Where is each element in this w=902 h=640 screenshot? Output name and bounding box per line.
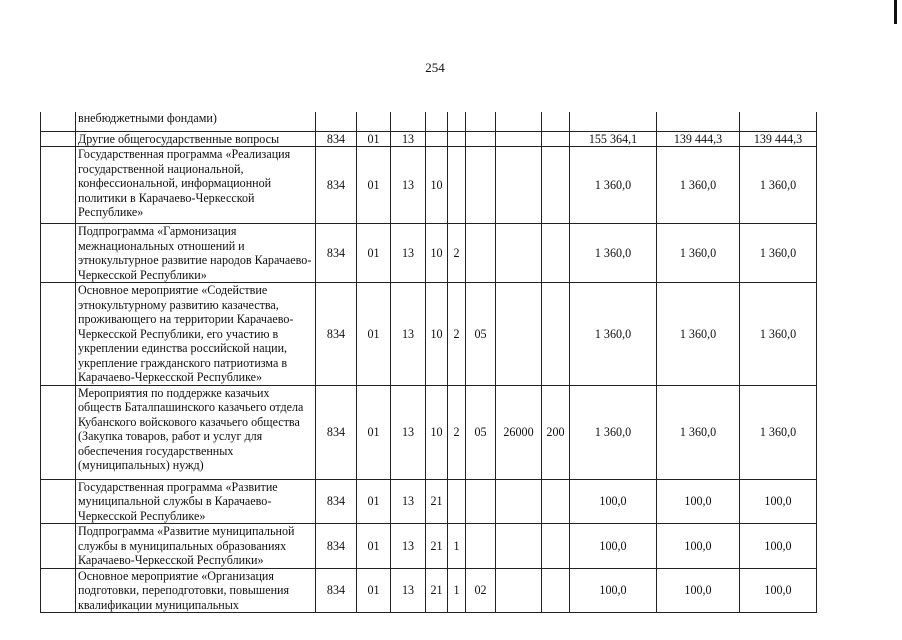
event-code-cell: 05 [466,385,496,479]
subprogram-code-cell [448,131,466,147]
ved-code-cell: 834 [316,524,357,569]
amount-year3-cell: 1 360,0 [740,385,817,479]
row-name-cell: Основное мероприятие «Содействие этнокультурному развитию казачества, проживающего на территории Карачаево-Черкесской Республики, его участию в укреплении единства российской нации, укрепление гражданского патриотизма в Карачаево-Черкесской Республике» [76,283,316,386]
ved-code-cell: 834 [316,283,357,386]
subprogram-code-cell: 2 [448,283,466,386]
table-row [41,568,817,613]
program-code-cell: 21 [426,568,448,613]
section-code-cell: 01 [357,283,391,386]
direction-code-cell [496,112,542,131]
row-index-cell [41,131,76,147]
ved-code-cell: 834 [316,224,357,283]
row-index-cell [41,112,76,131]
program-code-cell: 10 [426,385,448,479]
expense-type-code-cell [542,147,570,224]
table-row [41,479,817,524]
amount-year2-cell: 1 360,0 [657,283,740,386]
amount-year1-cell: 100,0 [570,524,657,569]
row-name-cell: Основное мероприятие «Организация подготовки, переподготовки, повышения квалификации муниципальных [76,568,316,613]
expense-type-code-cell [542,283,570,386]
row-name-cell: Подпрограмма «Развитие муниципальной службы в муниципальных образованиях Карачаево-Черкесской Республики» [76,524,316,569]
amount-year1-cell: 1 360,0 [570,385,657,479]
ved-code-cell: 834 [316,479,357,524]
subsection-code-cell: 13 [391,224,426,283]
ved-code-cell [316,112,357,131]
row-index-cell [41,479,76,524]
row-index-cell [41,568,76,613]
direction-code-cell [496,283,542,386]
expense-type-code-cell [542,112,570,131]
table-body [41,112,817,613]
row-name-cell: Государственная программа «Развитие муниципальной службы в Карачаево-Черкесской Республике» [76,479,316,524]
subsection-code-cell: 13 [391,568,426,613]
subprogram-code-cell [448,112,466,131]
direction-code-cell: 26000 [496,385,542,479]
expense-type-code-cell [542,568,570,613]
expense-type-code-cell: 200 [542,385,570,479]
amount-year2-cell: 100,0 [657,479,740,524]
program-code-cell [426,112,448,131]
amount-year1-cell [570,112,657,131]
row-name-cell: Государственная программа «Реализация государственной национальной, конфессиональной, информационной политики в Карачаево-Черкесской Республике» [76,147,316,224]
subsection-code-cell [391,112,426,131]
event-code-cell: 05 [466,283,496,386]
section-code-cell: 01 [357,479,391,524]
subsection-code-cell: 13 [391,283,426,386]
section-code-cell: 01 [357,568,391,613]
row-index-cell [41,385,76,479]
table-row [41,112,817,131]
ved-code-cell: 834 [316,385,357,479]
expense-type-code-cell [542,131,570,147]
table-row [41,524,817,569]
amount-year1-cell: 1 360,0 [570,147,657,224]
amount-year2-cell: 1 360,0 [657,224,740,283]
section-code-cell: 01 [357,147,391,224]
amount-year2-cell: 100,0 [657,568,740,613]
subsection-code-cell: 13 [391,524,426,569]
amount-year3-cell: 100,0 [740,568,817,613]
program-code-cell: 10 [426,147,448,224]
budget-table [40,112,817,613]
event-code-cell [466,524,496,569]
amount-year1-cell: 155 364,1 [570,131,657,147]
row-name-cell: Мероприятия по поддержке казачьих обществ Баталпашинского казачьего отдела Кубанского войскового казачьего общества (Закупка товаров, работ и услуг для обеспечения государственных (муниципальных) нужд) [76,385,316,479]
subprogram-code-cell [448,147,466,224]
direction-code-cell [496,479,542,524]
direction-code-cell [496,568,542,613]
amount-year3-cell: 139 444,3 [740,131,817,147]
direction-code-cell [496,524,542,569]
ved-code-cell: 834 [316,147,357,224]
table-row [41,283,817,386]
table-row [41,385,817,479]
amount-year2-cell: 1 360,0 [657,385,740,479]
row-name-cell: внебюджетными фондами) [76,112,316,131]
expense-type-code-cell [542,224,570,283]
page-number: 254 [425,60,445,75]
event-code-cell: 02 [466,568,496,613]
subsection-code-cell: 13 [391,147,426,224]
section-code-cell: 01 [357,131,391,147]
section-code-cell [357,112,391,131]
event-code-cell [466,131,496,147]
amount-year2-cell: 1 360,0 [657,147,740,224]
table-row [41,131,817,147]
row-index-cell [41,147,76,224]
subsection-code-cell: 13 [391,131,426,147]
program-code-cell: 21 [426,479,448,524]
amount-year3-cell: 100,0 [740,479,817,524]
amount-year3-cell: 100,0 [740,524,817,569]
ved-code-cell: 834 [316,131,357,147]
section-code-cell: 01 [357,524,391,569]
table-row [41,224,817,283]
amount-year2-cell: 100,0 [657,524,740,569]
row-name-cell: Подпрограмма «Гармонизация межнациональных отношений и этнокультурное развитие народов Карачаево-Черкесской Республики» [76,224,316,283]
table-row [41,147,817,224]
event-code-cell [466,147,496,224]
amount-year3-cell [740,112,817,131]
event-code-cell [466,224,496,283]
row-name-cell: Другие общегосударственные вопросы [76,131,316,147]
section-code-cell: 01 [357,385,391,479]
program-code-cell: 21 [426,524,448,569]
page-edge-mark [894,0,897,24]
subprogram-code-cell: 1 [448,524,466,569]
subprogram-code-cell: 2 [448,385,466,479]
section-code-cell: 01 [357,224,391,283]
amount-year1-cell: 100,0 [570,568,657,613]
amount-year3-cell: 1 360,0 [740,147,817,224]
program-code-cell [426,131,448,147]
direction-code-cell [496,224,542,283]
amount-year2-cell [657,112,740,131]
subsection-code-cell: 13 [391,385,426,479]
direction-code-cell [496,147,542,224]
amount-year3-cell: 1 360,0 [740,224,817,283]
ved-code-cell: 834 [316,568,357,613]
row-index-cell [41,524,76,569]
expense-type-code-cell [542,524,570,569]
row-index-cell [41,224,76,283]
program-code-cell: 10 [426,283,448,386]
subsection-code-cell: 13 [391,479,426,524]
amount-year3-cell: 1 360,0 [740,283,817,386]
direction-code-cell [496,131,542,147]
amount-year1-cell: 100,0 [570,479,657,524]
amount-year1-cell: 1 360,0 [570,283,657,386]
event-code-cell [466,479,496,524]
expense-type-code-cell [542,479,570,524]
event-code-cell [466,112,496,131]
row-index-cell [41,283,76,386]
subprogram-code-cell [448,479,466,524]
subprogram-code-cell: 2 [448,224,466,283]
program-code-cell: 10 [426,224,448,283]
subprogram-code-cell: 1 [448,568,466,613]
amount-year1-cell: 1 360,0 [570,224,657,283]
amount-year2-cell: 139 444,3 [657,131,740,147]
